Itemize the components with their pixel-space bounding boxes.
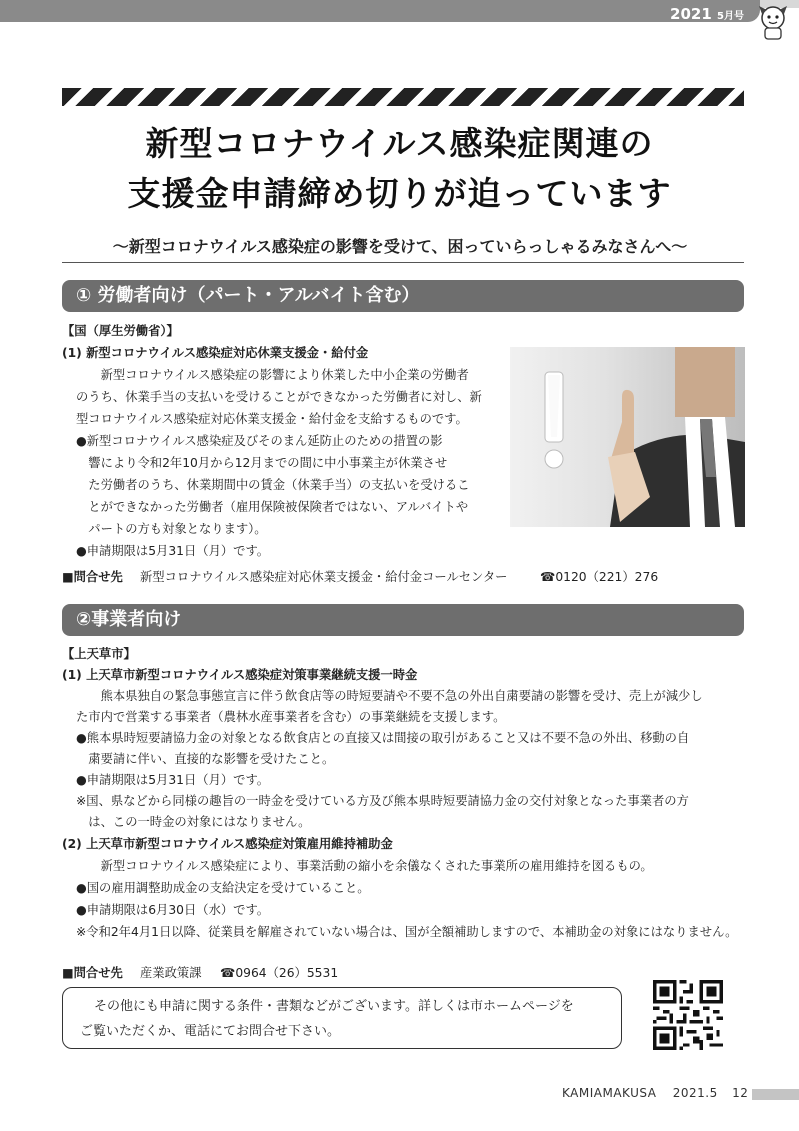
- section1-line: ●申請期限は5月31日（月）です。: [76, 544, 270, 558]
- title-line1: 新型コロナウイルス感染症関連の: [145, 124, 654, 163]
- section1-contact-tel: ☎0120（221）276: [540, 570, 659, 584]
- section1-line: た労働者のうち、休業期間中の賃金（休業手当）の支払いを受けるこ: [76, 478, 470, 492]
- section2-item1-line: た市内で営業する事業者（農林水産事業者を含む）の事業継続を支援します。: [76, 710, 506, 724]
- section1-line: パートの方も対象となります）。: [76, 522, 267, 536]
- section1-heading: ① 労働者向け（パート・アルバイト含む）: [62, 280, 744, 312]
- section2-item2-line: ●国の雇用調整助成金の支給決定を受けていること。: [76, 881, 370, 895]
- notice-line1: その他にも申請に関する条件・書類などがございます。詳しくは市ホームページを: [94, 999, 574, 1014]
- section2-org: 【上天草市】: [62, 647, 136, 661]
- section2-item2-line: ●申請期限は6月30日（水）です。: [76, 903, 270, 917]
- issue-month: 5月号: [717, 11, 744, 22]
- divider: [62, 262, 744, 263]
- section2-contact-tel: ☎0964（26）5531: [220, 966, 339, 980]
- title-line2: 支援金申請締め切りが迫っています: [127, 174, 672, 213]
- section2-item1-line: ●熊本県時短要請協力金の対象となる飲食店との直接又は間接の取引があること又は不要不急の外出、移動の自: [76, 731, 690, 745]
- section2-item1-line: は、この一時金の対象にはなりません。: [76, 815, 311, 829]
- issue-year: 2021: [670, 5, 712, 23]
- mascot-icon: [753, 2, 793, 42]
- footer: [562, 1086, 748, 1100]
- section2-item1-title: (1) 上天草市新型コロナウイルス感染症対策事業継続支援一時金: [62, 668, 418, 682]
- businessman-photo: [510, 347, 745, 527]
- section1-line: 響により令和2年10月から12月までの間に中小事業主が休業させ: [76, 456, 448, 470]
- section1-line: 新型コロナウイルス感染症の影響により休業した中小企業の労働者: [76, 368, 469, 382]
- section1-contact-name: 新型コロナウイルス感染症対応休業支援金・給付金コールセンター: [140, 570, 508, 584]
- section2-item1-line: ●申請期限は5月31日（月）です。: [76, 773, 270, 787]
- section1-line: ●新型コロナウイルス感染症及びそのまん延防止のための措置の影: [76, 434, 443, 448]
- issue-label: [670, 5, 744, 23]
- section2-contact-name: 産業政策課: [140, 966, 202, 980]
- section1-org: 【国（厚生労働省）】: [62, 324, 179, 338]
- section1-contact-label: ■問合せ先: [62, 570, 123, 584]
- header-band: [0, 0, 760, 22]
- section1-line: とができなかった労働者（雇用保険被保険者ではない、アルバイトや: [76, 500, 469, 514]
- section2-item2-title: (2) 上天草市新型コロナウイルス感染症対策雇用維持補助金: [62, 837, 393, 851]
- hazard-stripe: [62, 88, 744, 106]
- section1-item-title: (1) 新型コロナウイルス感染症対応休業支援金・給付金: [62, 346, 369, 360]
- section2-item2-line: 新型コロナウイルス感染症により、事業活動の縮小を余儀なくされた事業所の雇用維持を図るもの。: [76, 859, 653, 873]
- section2-item1-line: 粛要請に伴い、直接的な影響を受けたこと。: [76, 752, 335, 766]
- section2-item1-line: 熊本県独自の緊急事態宣言に伴う飲食店等の時短要請や不要不急の外出自粛要請の影響を受け、売上が減少し: [76, 689, 703, 703]
- qr-code-icon[interactable]: [653, 980, 723, 1050]
- notice-text: [80, 994, 574, 1044]
- page-number: 12: [732, 1086, 749, 1100]
- section2-contact-label: ■問合せ先: [62, 966, 123, 980]
- section1-line: 型コロナウイルス感染症対応休業支援金・給付金を支給するものです。: [76, 412, 468, 426]
- section2-item1-line: ※国、県などから同様の趣旨の一時金を受けている方及び熊本県時短要請協力金の交付対象となった事業者の方: [76, 794, 689, 808]
- section2-item2-line: ※令和2年4月1日以降、従業員を解雇されていない場合は、国が全額補助しますので、本補助金の対象にはなりません。: [76, 925, 738, 939]
- subtitle: ～新型コロナウイルス感染症の影響を受けて、困っていらっしゃるみなさんへ～: [112, 237, 688, 256]
- notice-line2: ご覧いただくか、電話にてお問合せ下さい。: [80, 1024, 341, 1039]
- footer-publication: KAMIAMAKUSA: [562, 1086, 657, 1100]
- section2-heading: ②事業者向け: [62, 604, 744, 636]
- footer-issue: 2021.5: [672, 1086, 718, 1100]
- footer-bar: [752, 1089, 799, 1100]
- section1-line: のうち、休業手当の支払いを受けることができなかった労働者に対し、新: [76, 390, 482, 404]
